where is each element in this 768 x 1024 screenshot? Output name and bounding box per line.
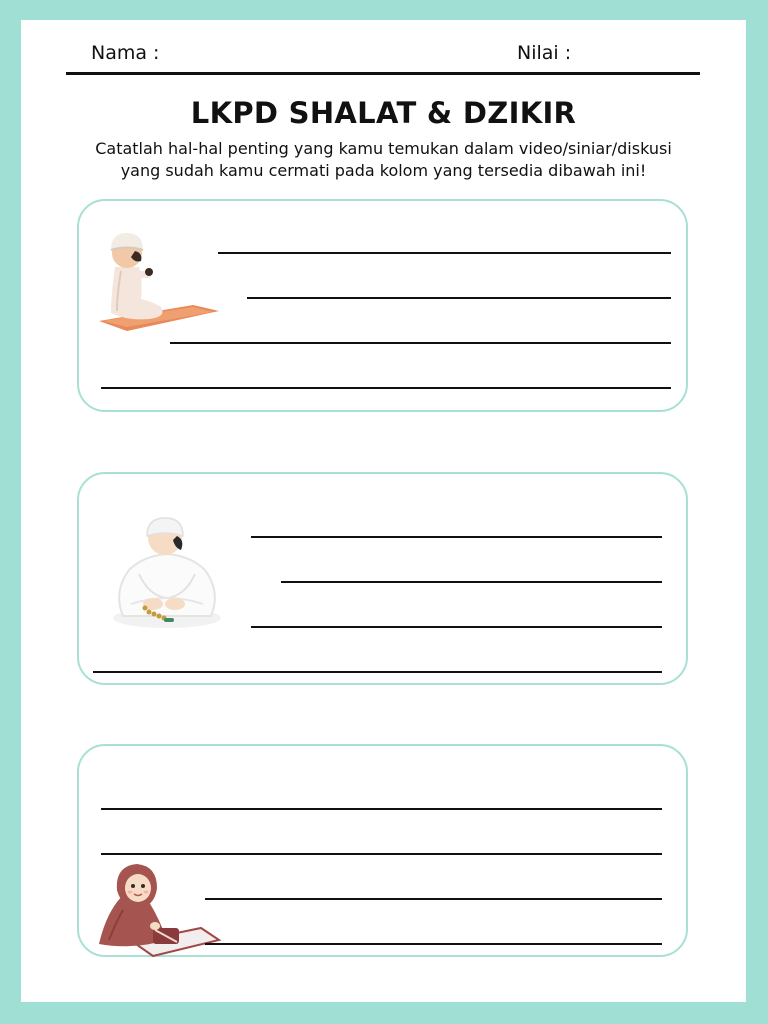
instructions-line-1: Catatlah hal-hal penting yang kamu temukan dalam video/siniar/diskusi (95, 139, 672, 158)
page-title: LKPD SHALAT & DZIKIR (190, 96, 577, 130)
writing-line (218, 252, 671, 254)
worksheet (21, 20, 746, 1002)
answer-box-1 (77, 199, 688, 412)
answer-box-2 (77, 472, 688, 685)
writing-line (251, 536, 662, 538)
writing-line (205, 898, 662, 900)
writing-line (251, 626, 662, 628)
praying-girl-icon (93, 844, 223, 960)
writing-line (281, 581, 662, 583)
nilai-label: Nilai : (517, 42, 572, 64)
writing-line (101, 808, 662, 810)
writing-line (170, 342, 671, 344)
nama-label: Nama : (91, 42, 160, 64)
answer-box-3 (77, 744, 688, 957)
writing-line (93, 671, 662, 673)
header-line (66, 72, 700, 75)
writing-line (205, 943, 662, 945)
instructions-line-2: yang sudah kamu cermati pada kolom yang tersedia dibawah ini! (120, 161, 647, 180)
writing-line (247, 297, 671, 299)
instructions (21, 138, 746, 182)
praying-boy-icon (97, 217, 221, 335)
writing-line (101, 387, 671, 389)
writing-line (101, 853, 662, 855)
dhikr-man-icon (109, 500, 225, 632)
